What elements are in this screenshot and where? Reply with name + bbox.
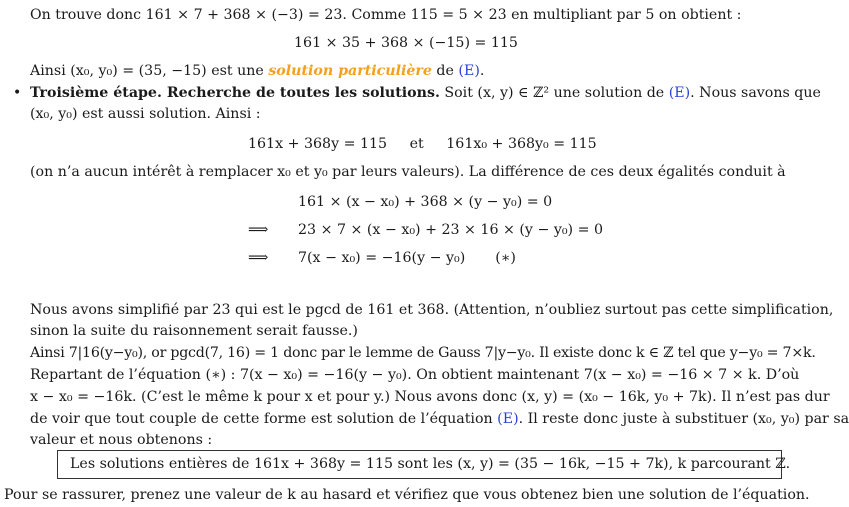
implies-arrow-icon: ⟹ (248, 250, 269, 266)
text-span: . Il reste donc juste à substituer (x₀, y₀) par sa (518, 411, 849, 427)
highlighted-term: solution particulière (268, 63, 432, 79)
display-equation: 161 × 35 + 368 × (−15) = 115 (294, 35, 518, 51)
result-box (57, 450, 791, 479)
text-span: . (479, 63, 485, 79)
equation-reference-link[interactable]: (E) (668, 85, 691, 101)
step-heading: Troisième étape. Recherche de toutes les solutions. (30, 85, 440, 101)
paragraph-line: sinon la suite du raisonnement serait fausse.) (30, 323, 358, 339)
implies-arrow-icon: ⟹ (248, 222, 269, 238)
paragraph-line: Nous avons simplifié par 23 qui est le pgcd de 161 et 368. (Attention, n’oubliez surtout pas cette simplification, (30, 302, 834, 318)
paragraph-line: (x₀, y₀) est aussi solution. Ainsi : (30, 106, 261, 122)
paragraph-line (30, 61, 484, 81)
equation-text: 161 × (x − x₀) + 368 × (y − y₀) = 0 (298, 194, 553, 210)
text-span: de voir que tout couple de cette forme est solution de l’équation (30, 411, 498, 427)
text-span: Soit (x, y) ∈ ℤ² une solution de (439, 85, 669, 101)
derivation-block (248, 188, 603, 272)
paragraph-line: valeur et nous obtenons : (30, 432, 213, 448)
derivation-row (248, 188, 603, 216)
derivation-row (248, 216, 603, 244)
equation-reference-link[interactable]: (E) (497, 411, 519, 427)
text-span: . Nous savons que (690, 85, 821, 101)
equation-text: 7(x − x₀) = −16(y − y₀) (298, 250, 466, 266)
display-equation: 161x + 368y = 115 et 161x₀ + 368y₀ = 115 (248, 136, 597, 152)
paragraph-line: Ainsi 7|16(y−y₀), or pgcd(7, 16) = 1 donc par le lemme de Gauss 7|y−y₀. Il existe donc k ∈ ℤ tel que y−y₀ = 7×k. (30, 345, 816, 361)
paragraph-line (30, 409, 849, 429)
paragraph-line: x − x₀ = −16k. (C’est le même k pour x et pour y.) Nous avons donc (x, y) = (x₀ − 16k, y₀ + 7k). Il n’est pas dur (30, 389, 830, 405)
equation-text: 23 × 7 × (x − x₀) + 23 × 16 × (y − y₀) = 0 (298, 222, 604, 238)
bullet-icon: • (13, 85, 22, 101)
text-span: Ainsi (x₀, y₀) = (35, −15) est une (30, 63, 269, 79)
text-span: de (431, 63, 459, 79)
paragraph-line: Repartant de l’équation (∗) : 7(x − x₀) = −16(y − y₀). On obtient maintenant 7(x − x₀) = −16 × 7 × k. D’où (30, 367, 800, 383)
paragraph-line: (on n’a aucun intérêt à remplacer x₀ et y₀ par leurs valeurs). La différence de ces deux égalités conduit à (30, 164, 786, 180)
paragraph-line: On trouve donc 161 × 7 + 368 × (−3) = 23. Comme 115 = 5 × 23 en multipliant par 5 on obtient : (30, 7, 742, 23)
paragraph-line: Pour se rassurer, prenez une valeur de k au hasard et vérifiez que vous obtenez bien une solution de l’équation. (4, 487, 810, 503)
equation-tag: (∗) (495, 250, 516, 266)
paragraph-line (30, 83, 821, 103)
result-statement: Les solutions entières de 161x + 368y = 115 sont les (x, y) = (35 − 16k, −15 + 7k), k parcourant ℤ. (70, 456, 791, 472)
derivation-row (248, 244, 603, 272)
equation-reference-link[interactable]: (E) (458, 63, 480, 79)
